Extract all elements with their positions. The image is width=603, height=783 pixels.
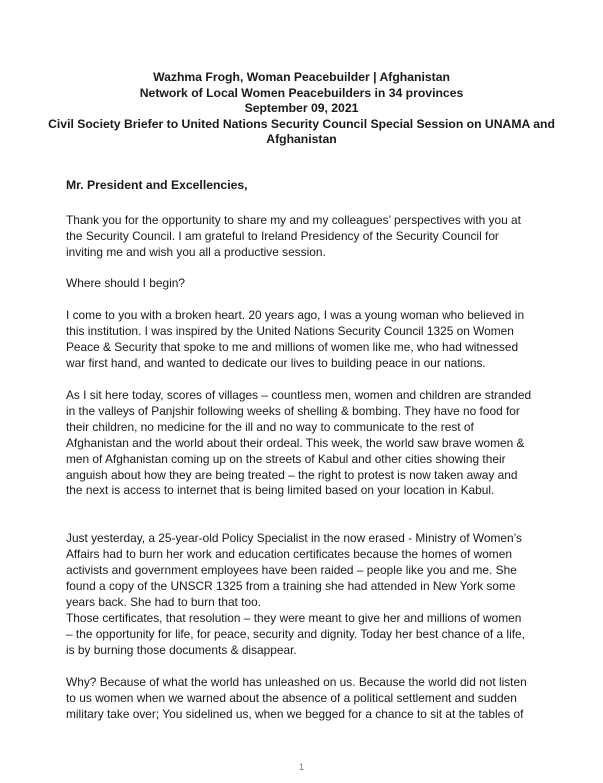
- header-date-line: September 09, 2021: [244, 101, 359, 116]
- paragraph-line: war first hand, and wanted to dedicate our lives to building peace in our nations.: [66, 355, 486, 370]
- paragraph-line: As I sit here today, scores of villages – countless men, women and children are stranded: [66, 388, 532, 402]
- paragraph-line: Thank you for the opportunity to share my and my colleagues’ perspectives with you at: [66, 213, 521, 227]
- paragraph-line: Affairs had to burn her work and education certificates because the homes of women: [66, 546, 512, 561]
- paragraph-line: this institution. I was inspired by the United Nations Security Council 1325 on Women: [66, 323, 514, 338]
- page-number: 1: [298, 762, 304, 772]
- paragraph-line: is by burning those documents & disappear.: [66, 642, 297, 657]
- paragraph-broken-heart: [66, 308, 546, 372]
- document-header: [40, 70, 563, 148]
- paragraph-question: [66, 276, 546, 292]
- paragraph-line: inviting me and wish you all a productive session.: [66, 244, 326, 259]
- header-title-line: Civil Society Briefer to United Nations Security Council Special Session on UNAMA and: [48, 116, 555, 131]
- header-title-continuation: Afghanistan: [266, 132, 337, 147]
- paragraph-thanks: [66, 213, 546, 261]
- paragraph-line: Afghanistan and the world about their ordeal. This week, the world saw brave women &: [66, 435, 525, 450]
- paragraph-line: anguish about how they are being treated – the right to protest is now taken away and: [66, 467, 518, 482]
- paragraph-line: I come to you with a broken heart. 20 years ago, I was a young woman who believed in: [66, 308, 525, 322]
- paragraph-line: activists and government employees have been raided – people like you and me. She: [66, 562, 517, 577]
- paragraph-line: found a copy of the UNSCR 1325 from a training she had attended in New York some: [66, 578, 516, 593]
- paragraph-policy-specialist: [66, 531, 546, 611]
- paragraph-line: their children, no medicine for the ill and no way to communicate to the rest of: [66, 419, 474, 434]
- paragraph-line: Just yesterday, a 25-year-old Policy Specialist in the now erased - Ministry of Women’s: [66, 531, 523, 545]
- paragraph-line: years back. She had to burn that too.: [66, 594, 261, 609]
- paragraph-certificates: [66, 611, 546, 659]
- paragraph-line: – the opportunity for life, for peace, security and dignity. Today her best chance of a life,: [66, 626, 525, 641]
- paragraph-line: men of Afghanistan coming up on the streets of Kabul and other cities showing their: [66, 451, 506, 466]
- paragraph-line: the Security Council. I am grateful to Ireland Presidency of the Security Council for: [66, 228, 499, 243]
- header-network-line: Network of Local Women Peacebuilders in 34 provinces: [139, 85, 464, 100]
- paragraph-line: Why? Because of what the world has unleashed on us. Because the world did not listen: [66, 675, 527, 689]
- header-author-line: Wazhma Frogh, Woman Peacebuilder | Afghanistan: [153, 70, 450, 84]
- paragraph-line: Those certificates, that resolution – they were meant to give her and millions of women: [66, 611, 522, 625]
- paragraph-line: military take over; You sidelined us, when we begged for a chance to sit at the tables of: [66, 706, 524, 721]
- paragraph-line: the next is access to internet that is being limited based on your location in Kabul.: [66, 483, 495, 498]
- paragraph-panjshir: [66, 388, 546, 499]
- salutation: Mr. President and Excellencies,: [66, 178, 248, 192]
- paragraph-line: Peace & Security that spoke to me and millions of women like me, who had witnessed: [66, 339, 519, 354]
- paragraph-why: [66, 675, 546, 723]
- paragraph-line: Where should I begin?: [66, 276, 185, 290]
- paragraph-line: to us women when we warned about the absence of a political settlement and sudden: [66, 690, 517, 705]
- paragraph-line: in the valleys of Panjshir following weeks of shelling & bombing. They have no food for: [66, 403, 520, 418]
